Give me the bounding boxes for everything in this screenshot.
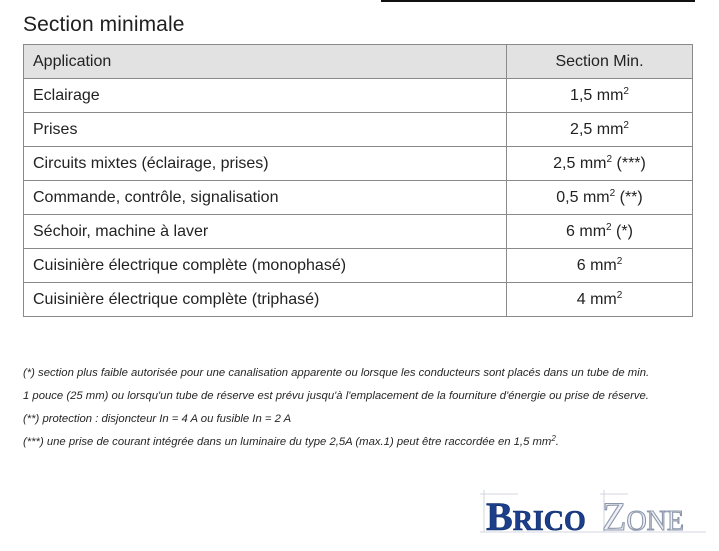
footnote-3-text: (***) une prise de courant intégrée dans un luminaire du type 2,5A (max.1) peut être raccordée en 1,5 mm [23,436,552,448]
section-note-ref: (*) [611,222,633,240]
section-title: Section minimale [23,13,185,36]
section-exponent: 2 [616,255,623,267]
footnote-1-line-2: 1 pouce (25 mm) ou lorsqu'un tube de réserve est prévu jusqu'à l'emplacement de la fourniture d'énergie ou prise de réserve. [23,390,649,402]
cell-section-min [507,79,693,113]
header-application: Application [24,45,507,79]
cell-application: Commande, contrôle, signalisation [24,181,507,215]
table-row [24,113,693,147]
section-exponent: 2 [606,153,613,165]
table-row [24,79,693,113]
cell-section-min [507,147,693,181]
footnote-3 [23,431,683,454]
cell-section-min [507,113,693,147]
table-row [24,181,693,215]
section-exponent: 2 [623,119,629,131]
section-value: 2,5 mm [553,154,607,172]
table-body [24,79,693,317]
footnote-3-end: . [555,436,559,448]
section-exponent: 2 [623,85,629,97]
section-exponent: 2 [616,289,623,301]
cell-section-min [507,181,693,215]
bricozone-logo [478,488,710,540]
cell-application: Circuits mixtes (éclairage, prises) [24,147,507,181]
logo-text-zone: ZONE [602,494,684,539]
section-value: 2,5 mm [570,120,624,138]
cell-application: Eclairage [24,79,507,113]
section-note-ref: (**) [615,188,643,206]
table-row [24,147,693,181]
cell-section-min [507,215,693,249]
cell-section-min [507,283,693,317]
section-value: 6 mm [576,256,617,274]
cell-application: Prises [24,113,507,147]
table-row [24,249,693,283]
footnote-3-exponent: 2 [551,434,556,443]
cell-application: Séchoir, machine à laver [24,215,507,249]
logo-text-brico: BRICO [486,494,586,539]
section-value: 4 mm [576,290,617,308]
section-exponent: 2 [606,221,612,233]
cell-application: Cuisinière électrique complète (monophasé) [24,249,507,283]
cell-application: Cuisinière électrique complète (triphasé) [24,283,507,317]
cell-section-min [507,249,693,283]
footnote-1-line-1: (*) section plus faible autorisée pour une canalisation apparente ou lorsque les conducteurs sont placés dans un tube de min. [23,367,650,379]
header-section-min: Section Min. [507,45,693,79]
table-row [24,283,693,317]
section-exponent: 2 [609,187,616,199]
section-note-ref: (***) [612,154,646,172]
section-value: 1,5 mm [570,86,624,104]
footnote-2: (**) protection : disjoncteur In = 4 A ou fusible In = 2 A [23,413,292,425]
table-header-row [24,45,693,79]
section-table [23,44,693,317]
table-row [24,215,693,249]
footnotes [23,362,683,454]
top-rule [381,0,695,2]
section-value: 6 mm [566,222,607,240]
section-value: 0,5 mm [556,188,610,206]
